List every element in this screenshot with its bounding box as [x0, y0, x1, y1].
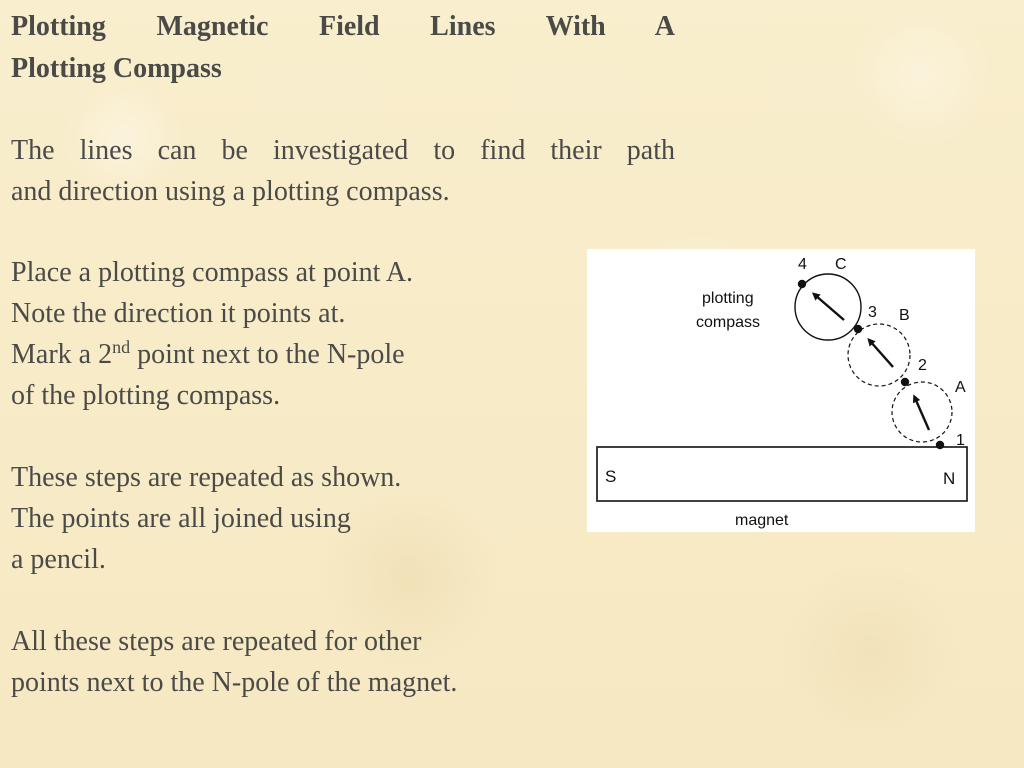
point-number-3: 3 [868, 304, 877, 321]
compass-letter-b: B [899, 307, 910, 324]
compass-needle-a [915, 398, 929, 430]
steps-line-2: Note the direction it points at. [11, 298, 346, 329]
plot-point-1 [936, 441, 944, 449]
compass-needle-c [815, 295, 844, 320]
plot-point-3 [854, 325, 862, 333]
title-line-1: Plotting Magnetic Field Lines With A [11, 11, 675, 42]
repeat-line-3: a pencil. [11, 544, 106, 575]
plot-point-4 [798, 280, 806, 288]
point-number-4: 4 [798, 256, 807, 273]
magnet-bar [597, 447, 967, 501]
compass-needle-b [870, 341, 893, 367]
steps-line-4: of the plotting compass. [11, 380, 281, 411]
repeat-paragraph [11, 457, 401, 580]
repeat-line-1: These steps are repeated as shown. [11, 462, 402, 493]
plotting-compass-label-line-1: plotting [702, 290, 754, 307]
plot-point-2 [901, 378, 909, 386]
intro-line-2: and direction using a plotting compass. [11, 176, 450, 207]
steps-line-3-pre: Mark a 2 [11, 339, 113, 370]
point-number-2: 2 [918, 357, 927, 374]
steps-paragraph [11, 252, 413, 416]
final-paragraph [11, 621, 457, 703]
intro-line-1: The lines can be investigated to find their path [11, 135, 675, 166]
compass-diagram-svg [587, 249, 975, 532]
compass-circle-b [848, 324, 910, 386]
repeat-line-2: The points are all joined using [11, 503, 351, 534]
final-line-1: All these steps are repeated for other [11, 626, 422, 657]
ordinal-superscript: nd [112, 337, 131, 357]
south-pole-label: S [605, 467, 617, 486]
slide-title [11, 6, 675, 90]
final-line-2: points next to the N-pole of the magnet. [11, 667, 458, 698]
point-number-1: 1 [956, 432, 965, 449]
steps-line-1: Place a plotting compass at point A. [11, 257, 414, 288]
magnet-label: magnet [735, 512, 789, 529]
steps-line-3 [11, 334, 413, 375]
compass-letter-c: C [835, 256, 847, 273]
plotting-compass-label-line-2: compass [696, 314, 761, 331]
title-line-2: Plotting Compass [11, 53, 222, 84]
north-pole-label: N [943, 469, 956, 488]
intro-paragraph [11, 130, 675, 212]
steps-line-3-post: point next to the N-pole [130, 339, 405, 370]
compass-diagram [587, 249, 975, 532]
compass-letter-a: A [955, 379, 966, 396]
